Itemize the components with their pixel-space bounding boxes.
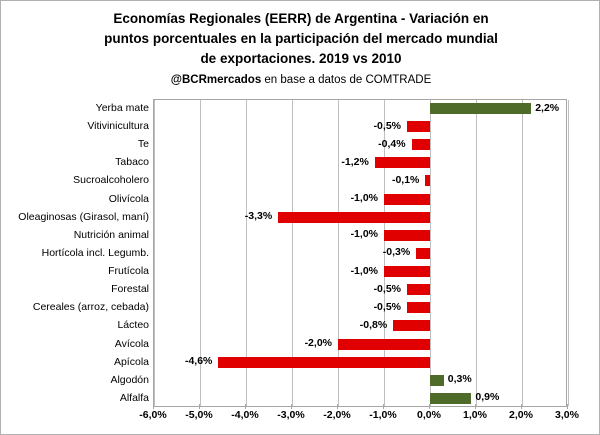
bar-value-label: -0,4%: [378, 137, 406, 150]
bar: [384, 266, 430, 277]
bar: [430, 375, 444, 386]
category-label: Forestal: [111, 283, 149, 296]
gridline: [568, 100, 569, 406]
category-label: Alfalfa: [119, 391, 149, 404]
bar-value-label: -0,8%: [359, 318, 388, 331]
category-label: Yerba mate: [95, 102, 149, 114]
bar-row: [154, 317, 566, 335]
bar-row: [154, 354, 566, 372]
plot-wrapper: [1, 93, 600, 433]
category-label: Olivícola: [108, 192, 149, 205]
category-label: Te: [137, 138, 149, 151]
x-tick-mark: [291, 404, 292, 409]
bar: [393, 320, 430, 331]
bar-value-label: -0,1%: [391, 173, 420, 186]
bar-row: [154, 263, 566, 281]
bar-value-label: -4,6%: [184, 355, 213, 368]
category-label: Frutícola: [108, 265, 149, 278]
chart-subtitle-handle: @BCRmercados: [170, 74, 262, 86]
chart-title-block: [1, 9, 600, 89]
bar: [425, 175, 430, 186]
x-tick-mark: [199, 404, 200, 409]
x-tick-label: -5,0%: [185, 409, 213, 421]
chart-title-line-1: Economías Regionales (EERR) de Argentina - Variación en: [113, 11, 489, 26]
bar-row: [154, 299, 566, 317]
bar-row: [154, 245, 566, 263]
bar: [278, 212, 430, 223]
bar-value-label: -1,0%: [350, 228, 378, 241]
x-tick-label: 2,0%: [509, 409, 533, 421]
x-axis: [139, 409, 579, 429]
bar: [430, 393, 471, 404]
bar-value-label: -3,3%: [244, 210, 273, 223]
category-label: Tabaco: [115, 156, 149, 169]
x-tick-mark: [153, 404, 154, 409]
category-label: Cereales (arroz, cebada): [32, 301, 149, 314]
bar-row: [154, 209, 566, 227]
x-tick-mark: [567, 404, 568, 409]
x-tick-label: -1,0%: [369, 409, 397, 421]
x-tick-label: 1,0%: [463, 409, 487, 421]
bar: [407, 121, 430, 132]
bar: [384, 230, 430, 241]
x-tick-label: -6,0%: [139, 409, 167, 421]
category-label: Lácteo: [117, 319, 149, 332]
chart-title-line-2: puntos porcentuales en la participación del mercado mundial: [104, 31, 498, 46]
bar-row: [154, 372, 566, 390]
bar-row: [154, 191, 566, 209]
bar-value-label: -0,5%: [373, 300, 401, 313]
x-tick-mark: [475, 404, 476, 409]
category-label: Hortícola incl. Legumb.: [41, 246, 149, 259]
bar: [430, 103, 531, 114]
bar-value-label: 0,3%: [447, 373, 472, 386]
bar: [407, 302, 430, 313]
bar-value-label: -0,5%: [373, 282, 401, 295]
x-tick-label: -3,0%: [277, 409, 305, 421]
bar-row: [154, 154, 566, 172]
bar: [218, 357, 430, 368]
x-tick-label: -4,0%: [231, 409, 259, 421]
category-axis: [1, 99, 149, 407]
bar-row: [154, 136, 566, 154]
bar: [412, 139, 430, 150]
chart-subtitle: [1, 71, 600, 89]
category-label: Nutrición animal: [73, 228, 149, 241]
x-tick-mark: [429, 404, 430, 409]
category-label: Vitivinicultura: [87, 120, 149, 133]
bar-value-label: 2,2%: [535, 101, 560, 114]
bar: [416, 248, 430, 259]
bar: [384, 194, 430, 205]
bar-value-label: 0,9%: [475, 391, 500, 404]
bar-value-label: -0,3%: [382, 246, 411, 259]
bar: [338, 339, 430, 350]
bar: [407, 284, 430, 295]
x-tick-label: -2,0%: [323, 409, 351, 421]
bar-value-label: -1,2%: [341, 155, 369, 168]
bar-value-label: -1,0%: [350, 192, 378, 205]
category-label: Oleaginosas (Girasol, maní): [18, 210, 149, 223]
bar-value-label: -0,5%: [373, 119, 401, 132]
x-tick-mark: [245, 404, 246, 409]
bar-row: [154, 281, 566, 299]
bar-row: [154, 227, 566, 245]
x-tick-mark: [383, 404, 384, 409]
category-label: Sucroalcoholero: [73, 174, 149, 187]
chart-title-line-3: de exportaciones. 2019 vs 2010: [200, 51, 402, 66]
bar-row: [154, 390, 566, 408]
bar-row: [154, 336, 566, 354]
category-label: Avícola: [114, 337, 149, 350]
bar-row: [154, 118, 566, 136]
chart-subtitle-source: en base a datos de COMTRADE: [261, 74, 432, 86]
bar-value-label: -1,0%: [350, 264, 378, 277]
bar-value-label: -2,0%: [304, 337, 332, 350]
x-tick-label: 0,0%: [417, 409, 441, 421]
bar: [375, 157, 430, 168]
category-label: Apícola: [113, 355, 149, 368]
bar-row: [154, 100, 566, 118]
plot-area: [153, 99, 567, 407]
x-tick-mark: [337, 404, 338, 409]
bar-row: [154, 172, 566, 190]
x-tick-mark: [521, 404, 522, 409]
x-tick-label: 3,0%: [555, 409, 579, 421]
category-label: Algodón: [110, 373, 149, 386]
